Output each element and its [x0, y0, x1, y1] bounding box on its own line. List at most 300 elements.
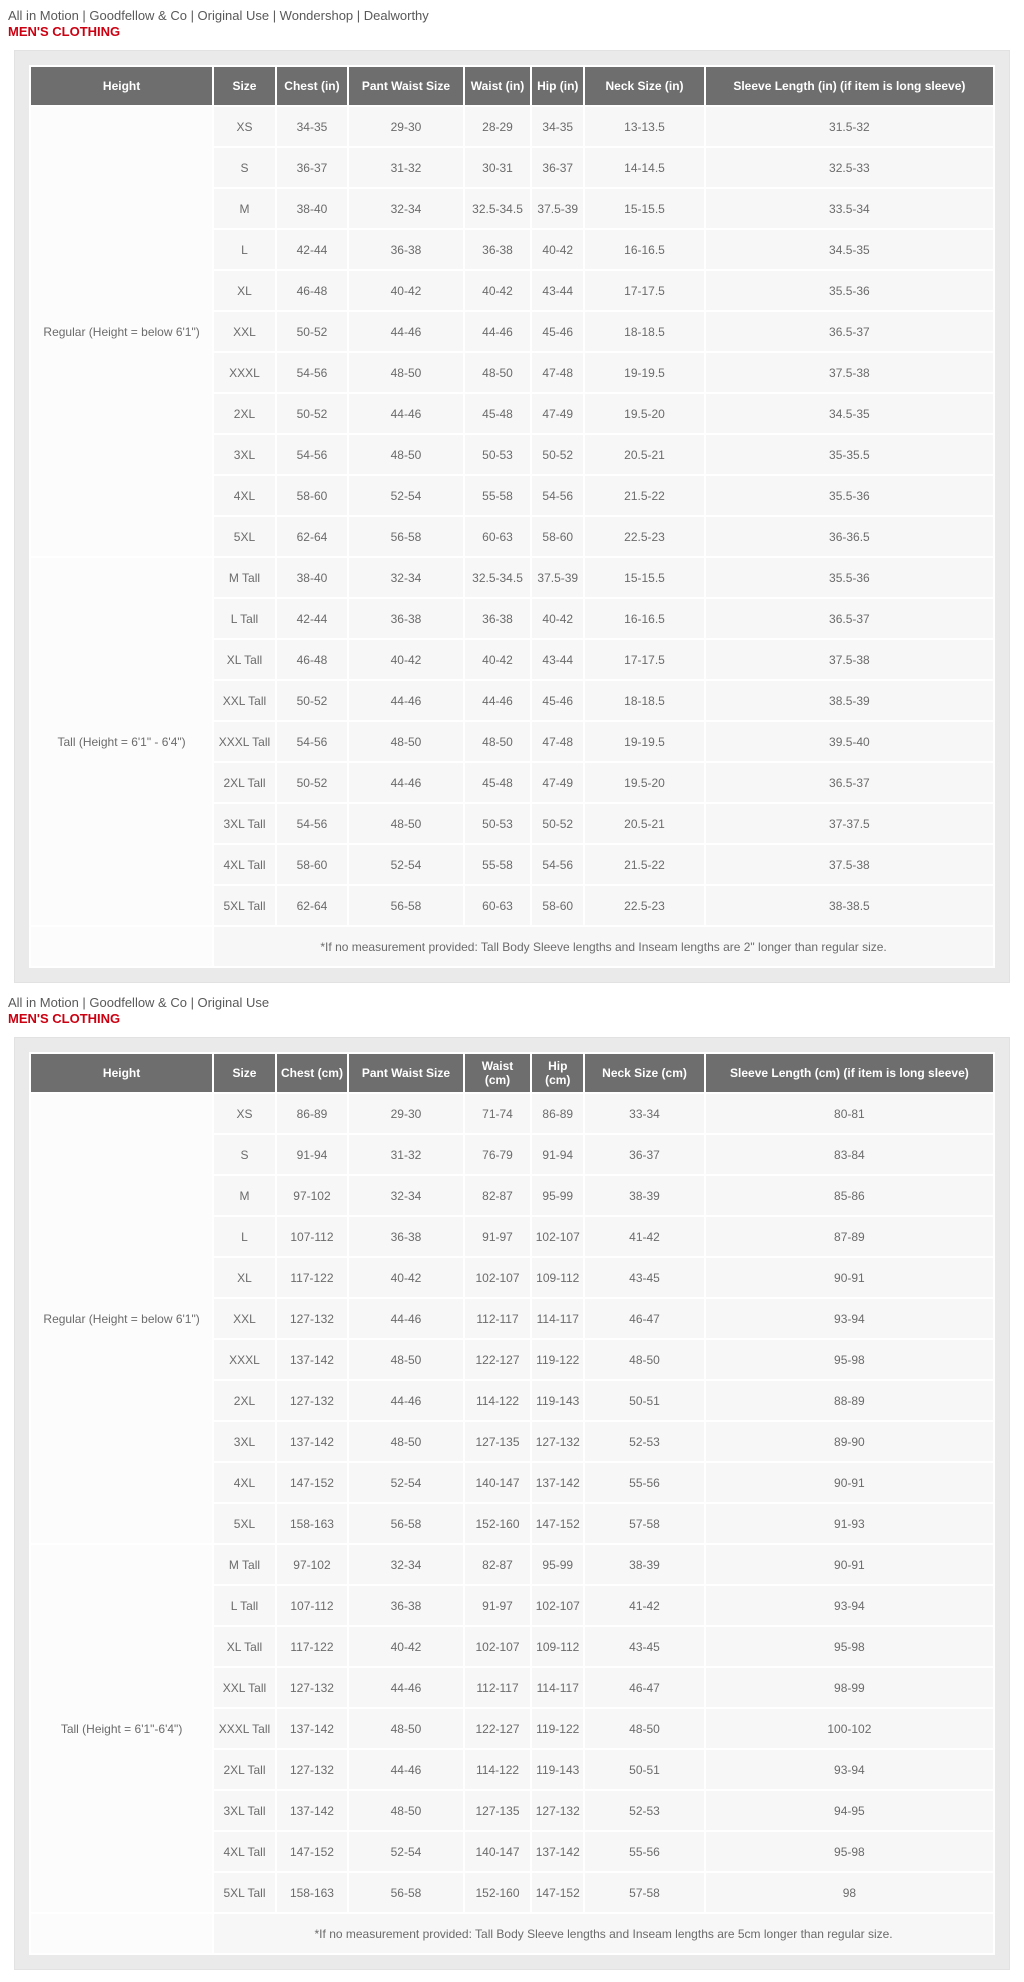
- measurement-cell: 137-142: [531, 1462, 584, 1503]
- measurement-cell: 88-89: [705, 1380, 994, 1421]
- measurement-cell: 85-86: [705, 1175, 994, 1216]
- measurement-cell: 152-160: [464, 1503, 531, 1544]
- measurement-cell: 54-56: [276, 803, 348, 844]
- footnote-row: [30, 1913, 994, 1954]
- measurement-cell: 80-81: [705, 1093, 994, 1134]
- measurement-cell: 18-18.5: [584, 311, 705, 352]
- measurement-cell: 127-132: [276, 1749, 348, 1790]
- measurement-cell: 31-32: [348, 147, 464, 188]
- measurement-cell: 127-132: [531, 1790, 584, 1831]
- measurement-cell: 52-54: [348, 1831, 464, 1872]
- measurement-cell: 40-42: [464, 270, 531, 311]
- measurement-cell: 91-94: [276, 1134, 348, 1175]
- measurement-cell: 54-56: [531, 475, 584, 516]
- measurement-cell: 48-50: [464, 721, 531, 762]
- size-cell: 2XL Tall: [213, 762, 276, 803]
- measurement-cell: 46-48: [276, 270, 348, 311]
- measurement-cell: 45-48: [464, 762, 531, 803]
- measurement-cell: 127-135: [464, 1790, 531, 1831]
- measurement-cell: 56-58: [348, 516, 464, 557]
- measurement-cell: 82-87: [464, 1544, 531, 1585]
- measurement-cell: 109-112: [531, 1257, 584, 1298]
- column-header: Waist (cm): [464, 1053, 531, 1093]
- measurement-cell: 36-38: [464, 598, 531, 639]
- measurement-cell: 58-60: [276, 475, 348, 516]
- measurement-cell: 52-54: [348, 844, 464, 885]
- measurement-cell: 37-37.5: [705, 803, 994, 844]
- measurement-cell: 56-58: [348, 1503, 464, 1544]
- measurement-cell: 35.5-36: [705, 270, 994, 311]
- measurement-cell: 109-112: [531, 1626, 584, 1667]
- measurement-cell: 13-13.5: [584, 106, 705, 147]
- measurement-cell: 36-38: [464, 229, 531, 270]
- measurement-cell: 52-54: [348, 475, 464, 516]
- measurement-cell: 44-46: [348, 393, 464, 434]
- measurement-cell: 102-107: [464, 1257, 531, 1298]
- measurement-cell: 58-60: [531, 516, 584, 557]
- column-header: Neck Size (in): [584, 66, 705, 106]
- measurement-cell: 93-94: [705, 1298, 994, 1339]
- measurement-cell: 137-142: [276, 1421, 348, 1462]
- measurement-cell: 91-94: [531, 1134, 584, 1175]
- size-chart-table-container: [14, 1037, 1010, 1970]
- measurement-cell: 35-35.5: [705, 434, 994, 475]
- footnote-row: [30, 926, 994, 967]
- measurement-cell: 46-47: [584, 1298, 705, 1339]
- measurement-cell: 86-89: [531, 1093, 584, 1134]
- measurement-cell: 86-89: [276, 1093, 348, 1134]
- column-header: Height: [30, 1053, 213, 1093]
- measurement-cell: 119-143: [531, 1380, 584, 1421]
- measurement-cell: 127-132: [276, 1298, 348, 1339]
- measurement-cell: 114-122: [464, 1749, 531, 1790]
- measurement-cell: 36-36.5: [705, 516, 994, 557]
- measurement-cell: 152-160: [464, 1872, 531, 1913]
- measurement-cell: 140-147: [464, 1462, 531, 1503]
- measurement-cell: 90-91: [705, 1544, 994, 1585]
- column-header: Pant Waist Size: [348, 1053, 464, 1093]
- column-header: Size: [213, 66, 276, 106]
- measurement-cell: 62-64: [276, 885, 348, 926]
- size-cell: XXL Tall: [213, 680, 276, 721]
- measurement-cell: 48-50: [348, 721, 464, 762]
- measurement-cell: 39.5-40: [705, 721, 994, 762]
- column-header: Chest (cm): [276, 1053, 348, 1093]
- measurement-cell: 50-52: [276, 680, 348, 721]
- measurement-cell: 21.5-22: [584, 475, 705, 516]
- size-cell: XL: [213, 1257, 276, 1298]
- measurement-cell: 107-112: [276, 1585, 348, 1626]
- measurement-cell: 22.5-23: [584, 516, 705, 557]
- measurement-cell: 29-30: [348, 106, 464, 147]
- size-cell: XXL: [213, 311, 276, 352]
- measurement-cell: 48-50: [348, 803, 464, 844]
- measurement-cell: 95-98: [705, 1831, 994, 1872]
- measurement-cell: 147-152: [276, 1462, 348, 1503]
- measurement-cell: 50-52: [276, 311, 348, 352]
- measurement-cell: 91-97: [464, 1216, 531, 1257]
- measurement-cell: 55-58: [464, 844, 531, 885]
- measurement-cell: 112-117: [464, 1667, 531, 1708]
- measurement-cell: 48-50: [348, 1339, 464, 1380]
- brand-line: All in Motion | Goodfellow & Co | Original Use: [8, 995, 270, 1010]
- category-title: MEN'S CLOTHING: [8, 1011, 121, 1026]
- measurement-cell: 44-46: [348, 680, 464, 721]
- measurement-cell: 19-19.5: [584, 352, 705, 393]
- measurement-cell: 47-49: [531, 762, 584, 803]
- measurement-cell: 122-127: [464, 1339, 531, 1380]
- measurement-cell: 35.5-36: [705, 475, 994, 516]
- size-cell: XXXL: [213, 1339, 276, 1380]
- size-cell: 3XL Tall: [213, 803, 276, 844]
- measurement-cell: 34.5-35: [705, 229, 994, 270]
- measurement-cell: 60-63: [464, 885, 531, 926]
- measurement-cell: 36.5-37: [705, 762, 994, 803]
- size-cell: 5XL Tall: [213, 1872, 276, 1913]
- measurement-cell: 16-16.5: [584, 598, 705, 639]
- measurement-cell: 44-46: [464, 680, 531, 721]
- measurement-cell: 95-99: [531, 1544, 584, 1585]
- size-cell: XL Tall: [213, 639, 276, 680]
- measurement-cell: 47-48: [531, 352, 584, 393]
- measurement-cell: 94-95: [705, 1790, 994, 1831]
- measurement-cell: 52-53: [584, 1421, 705, 1462]
- column-header: Sleeve Length (cm) (if item is long sleeve): [705, 1053, 994, 1093]
- measurement-cell: 54-56: [276, 434, 348, 475]
- measurement-cell: 76-79: [464, 1134, 531, 1175]
- measurement-cell: 20.5-21: [584, 434, 705, 475]
- size-cell: M Tall: [213, 1544, 276, 1585]
- measurement-cell: 62-64: [276, 516, 348, 557]
- measurement-cell: 50-52: [276, 762, 348, 803]
- measurement-cell: 36-38: [348, 1216, 464, 1257]
- size-cell: S: [213, 1134, 276, 1175]
- size-chart-table: [29, 1052, 995, 1955]
- measurement-cell: 48-50: [348, 434, 464, 475]
- measurement-cell: 52-53: [584, 1790, 705, 1831]
- measurement-cell: 30-31: [464, 147, 531, 188]
- measurement-cell: 117-122: [276, 1257, 348, 1298]
- measurement-cell: 22.5-23: [584, 885, 705, 926]
- measurement-cell: 36-38: [348, 598, 464, 639]
- height-group-label: Regular (Height = below 6'1"): [30, 106, 213, 557]
- measurement-cell: 102-107: [531, 1216, 584, 1257]
- measurement-cell: 93-94: [705, 1585, 994, 1626]
- measurement-cell: 48-50: [584, 1708, 705, 1749]
- measurement-cell: 50-51: [584, 1380, 705, 1421]
- measurement-cell: 17-17.5: [584, 270, 705, 311]
- measurement-cell: 42-44: [276, 598, 348, 639]
- measurement-cell: 34-35: [276, 106, 348, 147]
- column-header: Hip (cm): [531, 1053, 584, 1093]
- measurement-cell: 32-34: [348, 188, 464, 229]
- size-cell: L: [213, 229, 276, 270]
- measurement-cell: 50-53: [464, 803, 531, 844]
- measurement-cell: 98-99: [705, 1667, 994, 1708]
- measurement-cell: 37.5-39: [531, 557, 584, 598]
- size-cell: XS: [213, 1093, 276, 1134]
- measurement-cell: 89-90: [705, 1421, 994, 1462]
- measurement-cell: 37.5-38: [705, 844, 994, 885]
- measurement-cell: 37.5-38: [705, 639, 994, 680]
- measurement-cell: 100-102: [705, 1708, 994, 1749]
- size-cell: M Tall: [213, 557, 276, 598]
- column-header: Size: [213, 1053, 276, 1093]
- footnote: *If no measurement provided: Tall Body Sleeve lengths and Inseam lengths are 2" longer than regular size.: [213, 926, 994, 967]
- measurement-cell: 21.5-22: [584, 844, 705, 885]
- measurement-cell: 48-50: [464, 352, 531, 393]
- measurement-cell: 40-42: [348, 270, 464, 311]
- measurement-cell: 90-91: [705, 1462, 994, 1503]
- measurement-cell: 50-52: [531, 803, 584, 844]
- measurement-cell: 35.5-36: [705, 557, 994, 598]
- measurement-cell: 43-44: [531, 639, 584, 680]
- measurement-cell: 38-40: [276, 188, 348, 229]
- measurement-cell: 147-152: [531, 1503, 584, 1544]
- measurement-cell: 36.5-37: [705, 311, 994, 352]
- measurement-cell: 127-132: [276, 1667, 348, 1708]
- measurement-cell: 117-122: [276, 1626, 348, 1667]
- measurement-cell: 32-34: [348, 557, 464, 598]
- measurement-cell: 58-60: [276, 844, 348, 885]
- measurement-cell: 34-35: [531, 106, 584, 147]
- measurement-cell: 112-117: [464, 1298, 531, 1339]
- measurement-cell: 36-37: [276, 147, 348, 188]
- measurement-cell: 48-50: [348, 1421, 464, 1462]
- measurement-cell: 122-127: [464, 1708, 531, 1749]
- measurement-cell: 158-163: [276, 1872, 348, 1913]
- measurement-cell: 48-50: [348, 1790, 464, 1831]
- table-row: [30, 1093, 994, 1134]
- brand-line: All in Motion | Goodfellow & Co | Original Use | Wondershop | Dealworthy: [8, 8, 429, 23]
- measurement-cell: 91-97: [464, 1585, 531, 1626]
- measurement-cell: 40-42: [348, 1257, 464, 1298]
- measurement-cell: 55-58: [464, 475, 531, 516]
- measurement-cell: 16-16.5: [584, 229, 705, 270]
- measurement-cell: 44-46: [348, 1749, 464, 1790]
- measurement-cell: 60-63: [464, 516, 531, 557]
- measurement-cell: 55-56: [584, 1462, 705, 1503]
- header-row: [30, 66, 994, 106]
- measurement-cell: 44-46: [348, 311, 464, 352]
- footnote-spacer-cell: [30, 926, 213, 967]
- size-cell: 4XL Tall: [213, 844, 276, 885]
- measurement-cell: 127-132: [276, 1380, 348, 1421]
- measurement-cell: 147-152: [531, 1872, 584, 1913]
- size-cell: 3XL Tall: [213, 1790, 276, 1831]
- table-row: [30, 1544, 994, 1585]
- measurement-cell: 71-74: [464, 1093, 531, 1134]
- measurement-cell: 55-56: [584, 1831, 705, 1872]
- measurement-cell: 47-49: [531, 393, 584, 434]
- size-chart-table: [29, 65, 995, 968]
- size-cell: XXXL Tall: [213, 1708, 276, 1749]
- measurement-cell: 137-142: [276, 1339, 348, 1380]
- measurement-cell: 44-46: [464, 311, 531, 352]
- measurement-cell: 32-34: [348, 1544, 464, 1585]
- measurement-cell: 147-152: [276, 1831, 348, 1872]
- measurement-cell: 41-42: [584, 1585, 705, 1626]
- footnote-spacer-cell: [30, 1913, 213, 1954]
- measurement-cell: 56-58: [348, 1872, 464, 1913]
- category-title: MEN'S CLOTHING: [8, 24, 121, 39]
- size-cell: L Tall: [213, 1585, 276, 1626]
- measurement-cell: 54-56: [531, 844, 584, 885]
- measurement-cell: 17-17.5: [584, 639, 705, 680]
- measurement-cell: 37.5-38: [705, 352, 994, 393]
- measurement-cell: 19-19.5: [584, 721, 705, 762]
- height-group-label: Tall (Height = 6'1"-6'4"): [30, 1544, 213, 1913]
- measurement-cell: 38-38.5: [705, 885, 994, 926]
- size-cell: S: [213, 147, 276, 188]
- measurement-cell: 52-54: [348, 1462, 464, 1503]
- measurement-cell: 29-30: [348, 1093, 464, 1134]
- measurement-cell: 54-56: [276, 352, 348, 393]
- size-chart-table-container: [14, 50, 1010, 983]
- measurement-cell: 20.5-21: [584, 803, 705, 844]
- size-cell: L: [213, 1216, 276, 1257]
- size-cell: XS: [213, 106, 276, 147]
- column-header: Waist (in): [464, 66, 531, 106]
- measurement-cell: 40-42: [531, 229, 584, 270]
- measurement-cell: 18-18.5: [584, 680, 705, 721]
- size-cell: 4XL: [213, 1462, 276, 1503]
- measurement-cell: 119-122: [531, 1339, 584, 1380]
- measurement-cell: 46-47: [584, 1667, 705, 1708]
- measurement-cell: 31-32: [348, 1134, 464, 1175]
- measurement-cell: 127-132: [531, 1421, 584, 1462]
- measurement-cell: 158-163: [276, 1503, 348, 1544]
- measurement-cell: 45-48: [464, 393, 531, 434]
- size-chart-section: [0, 8, 1024, 983]
- measurement-cell: 43-44: [531, 270, 584, 311]
- measurement-cell: 40-42: [531, 598, 584, 639]
- measurement-cell: 38-39: [584, 1544, 705, 1585]
- size-cell: XXL: [213, 1298, 276, 1339]
- measurement-cell: 32.5-34.5: [464, 188, 531, 229]
- column-header: Sleeve Length (in) (if item is long sleeve): [705, 66, 994, 106]
- measurement-cell: 93-94: [705, 1749, 994, 1790]
- size-cell: L Tall: [213, 598, 276, 639]
- measurement-cell: 45-46: [531, 680, 584, 721]
- size-cell: XL: [213, 270, 276, 311]
- size-cell: 5XL Tall: [213, 885, 276, 926]
- measurement-cell: 102-107: [531, 1585, 584, 1626]
- measurement-cell: 33-34: [584, 1093, 705, 1134]
- measurement-cell: 36-38: [348, 229, 464, 270]
- measurement-cell: 32.5-33: [705, 147, 994, 188]
- measurement-cell: 56-58: [348, 885, 464, 926]
- measurement-cell: 37.5-39: [531, 188, 584, 229]
- measurement-cell: 119-122: [531, 1708, 584, 1749]
- measurement-cell: 50-51: [584, 1749, 705, 1790]
- measurement-cell: 14-14.5: [584, 147, 705, 188]
- measurement-cell: 58-60: [531, 885, 584, 926]
- measurement-cell: 102-107: [464, 1626, 531, 1667]
- measurement-cell: 33.5-34: [705, 188, 994, 229]
- measurement-cell: 50-52: [531, 434, 584, 475]
- column-header: Height: [30, 66, 213, 106]
- table-row: [30, 106, 994, 147]
- measurement-cell: 50-53: [464, 434, 531, 475]
- measurement-cell: 45-46: [531, 311, 584, 352]
- size-cell: 5XL: [213, 1503, 276, 1544]
- measurement-cell: 140-147: [464, 1831, 531, 1872]
- measurement-cell: 114-117: [531, 1667, 584, 1708]
- measurement-cell: 15-15.5: [584, 557, 705, 598]
- measurement-cell: 48-50: [348, 1708, 464, 1749]
- column-header: Chest (in): [276, 66, 348, 106]
- size-chart-section: [0, 995, 1024, 1970]
- table-row: [30, 557, 994, 598]
- measurement-cell: 95-99: [531, 1175, 584, 1216]
- measurement-cell: 19.5-20: [584, 393, 705, 434]
- measurement-cell: 36-38: [348, 1585, 464, 1626]
- measurement-cell: 137-142: [276, 1708, 348, 1749]
- height-group-label: Regular (Height = below 6'1"): [30, 1093, 213, 1544]
- measurement-cell: 97-102: [276, 1544, 348, 1585]
- size-cell: 3XL: [213, 434, 276, 475]
- measurement-cell: 48-50: [584, 1339, 705, 1380]
- measurement-cell: 95-98: [705, 1339, 994, 1380]
- size-cell: XXL Tall: [213, 1667, 276, 1708]
- measurement-cell: 90-91: [705, 1257, 994, 1298]
- measurement-cell: 31.5-32: [705, 106, 994, 147]
- measurement-cell: 114-117: [531, 1298, 584, 1339]
- size-cell: XXXL: [213, 352, 276, 393]
- measurement-cell: 50-52: [276, 393, 348, 434]
- measurement-cell: 44-46: [348, 1298, 464, 1339]
- measurement-cell: 44-46: [348, 1667, 464, 1708]
- measurement-cell: 32-34: [348, 1175, 464, 1216]
- measurement-cell: 28-29: [464, 106, 531, 147]
- measurement-cell: 43-45: [584, 1257, 705, 1298]
- measurement-cell: 15-15.5: [584, 188, 705, 229]
- header-row: [30, 1053, 994, 1093]
- measurement-cell: 40-42: [464, 639, 531, 680]
- measurement-cell: 114-122: [464, 1380, 531, 1421]
- size-cell: 2XL: [213, 1380, 276, 1421]
- measurement-cell: 41-42: [584, 1216, 705, 1257]
- measurement-cell: 36-37: [584, 1134, 705, 1175]
- size-cell: M: [213, 1175, 276, 1216]
- measurement-cell: 57-58: [584, 1503, 705, 1544]
- size-cell: 4XL: [213, 475, 276, 516]
- measurement-cell: 82-87: [464, 1175, 531, 1216]
- height-group-label: Tall (Height = 6'1" - 6'4"): [30, 557, 213, 926]
- measurement-cell: 97-102: [276, 1175, 348, 1216]
- measurement-cell: 119-143: [531, 1749, 584, 1790]
- size-cell: 2XL Tall: [213, 1749, 276, 1790]
- size-cell: 3XL: [213, 1421, 276, 1462]
- measurement-cell: 87-89: [705, 1216, 994, 1257]
- footnote: *If no measurement provided: Tall Body Sleeve lengths and Inseam lengths are 5cm longer than regular size.: [213, 1913, 994, 1954]
- measurement-cell: 19.5-20: [584, 762, 705, 803]
- measurement-cell: 32.5-34.5: [464, 557, 531, 598]
- measurement-cell: 127-135: [464, 1421, 531, 1462]
- measurement-cell: 57-58: [584, 1872, 705, 1913]
- measurement-cell: 137-142: [531, 1831, 584, 1872]
- measurement-cell: 38-39: [584, 1175, 705, 1216]
- column-header: Neck Size (cm): [584, 1053, 705, 1093]
- measurement-cell: 98: [705, 1872, 994, 1913]
- measurement-cell: 91-93: [705, 1503, 994, 1544]
- measurement-cell: 38-40: [276, 557, 348, 598]
- measurement-cell: 46-48: [276, 639, 348, 680]
- size-cell: XXXL Tall: [213, 721, 276, 762]
- measurement-cell: 40-42: [348, 1626, 464, 1667]
- measurement-cell: 95-98: [705, 1626, 994, 1667]
